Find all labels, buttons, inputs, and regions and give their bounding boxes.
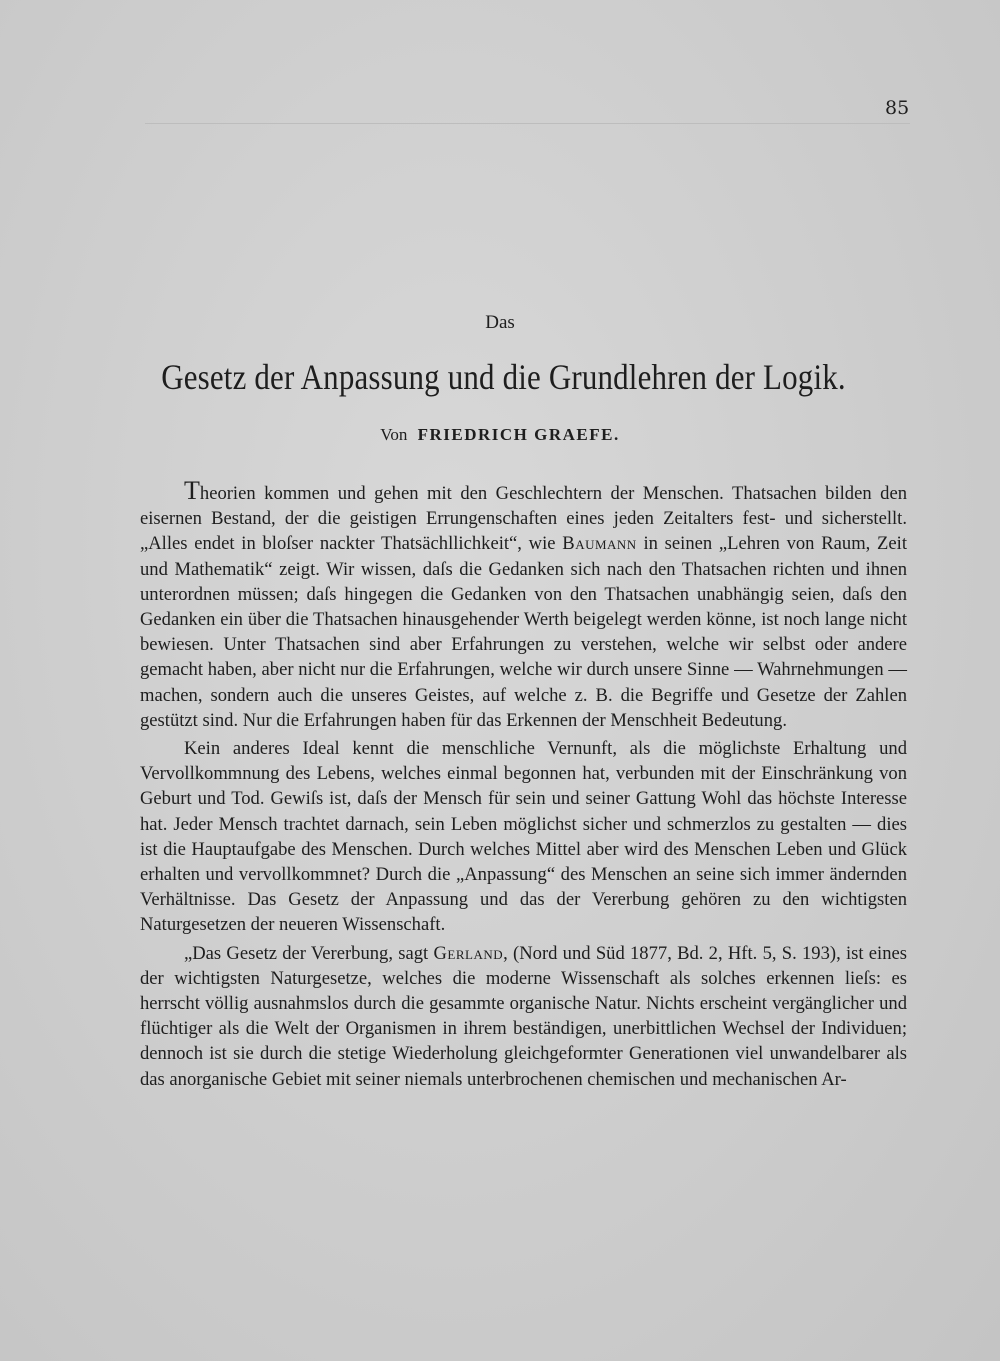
paragraph	[140, 941, 907, 1092]
byline-prefix: Von	[380, 425, 408, 444]
paragraph-text: heorien kommen und gehen mit den Geschlechtern der Menschen. Thatsachen bilden den eisernen Bestand, der die geistigen Errungenschaften eines jeden Zeitalters fest- und sicherstellt. „Alles endet in bloſser nackter Thatsächllichkeit“, wie	[140, 483, 907, 555]
article-body	[140, 478, 907, 1092]
author-name: FRIEDRICH GRAEFE.	[417, 425, 620, 444]
author-reference: Gerland	[433, 942, 504, 964]
author-reference: Baumann	[562, 533, 637, 555]
article-title: Gesetz der Anpassung und die Grundlehren der Logik.	[161, 357, 846, 397]
dropcap-letter: T	[184, 476, 200, 505]
title-prefix: Das	[485, 312, 515, 333]
byline	[0, 425, 1000, 445]
page-number: 85	[885, 97, 910, 119]
paragraph	[140, 736, 907, 938]
paragraph-text: , (Nord und Süd 1877, Bd. 2, Hft. 5, S. 193), ist eines der wichtigsten Naturgesetze, welches die moderne Wissenschaft als solches erkennen lieſs: es herrscht völlig ausnahmslos durch die gesammte organische Natur. Nichts erscheint vergänglicher und flüchtiger als die Welt der Organismen in ihrem beständigen, unerbittlichen Wechsel der Individuen; dennoch ist sie durch die stetige Wiederholung gleichgeformter Generationen viel unwandelbarer als das anorganische Gebiet mit seiner niemals unterbrochenen chemischen und mechanischen Ar-	[140, 942, 907, 1090]
paragraph-text: Kein anderes Ideal kennt die menschliche Vernunft, als die möglichste Erhaltung und Vervollkommnung des Lebens, welches einmal begonnen hat, verbunden mit der Einschränkung von Geburt und Tod. Gewiſs ist, daſs der Mensch für sein und seiner Gattung Wohl das höchste Interesse hat. Jeder Mensch trachtet darnach, sein Leben möglichst sicher und schmerzlos zu gestalten — dies ist die Hauptaufgabe des Menschen. Durch welches Mittel aber wird des Menschen Leben und Glück erhalten und vervollkommnet? Durch die „Anpassung“ des Menschen an seine sich immer ändernden Verhältnisse. Das Gesetz der Anpassung und das der Vererbung gehören zu den wichtigsten Naturgesetzen der neueren Wissenschaft.	[140, 738, 907, 936]
paragraph-text: „Das Gesetz der Vererbung, sagt	[184, 942, 434, 964]
paragraph-text: in seinen „Lehren von Raum, Zeit und Mathematik“ zeigt. Wir wissen, daſs die Gedanken sich nach den Thatsachen richten und ihnen unterordnen müssen; daſs hingegen die Gedanken von den Thatsachen unabhängig seien, daſs den Gedanken ein über die Thatsachen hinausgehender Werth beigelegt werden könne, ist noch lange nicht bewiesen. Unter Thatsachen sind aber Erfahrungen zu verstehen, welche wir selbst oder andere gemacht haben, aber nicht nur die Erfahrungen, welche wir durch unsere Sinne — Wahrnehmungen — machen, sondern auch die unseres Geistes, auf welche z. B. die Begriffe und Gesetze der Zahlen gestützt sind. Nur die Erfahrungen haben für das Erkennen der Menschheit Bedeutung.	[140, 533, 907, 731]
paragraph	[140, 478, 907, 733]
header-rule	[145, 123, 910, 124]
